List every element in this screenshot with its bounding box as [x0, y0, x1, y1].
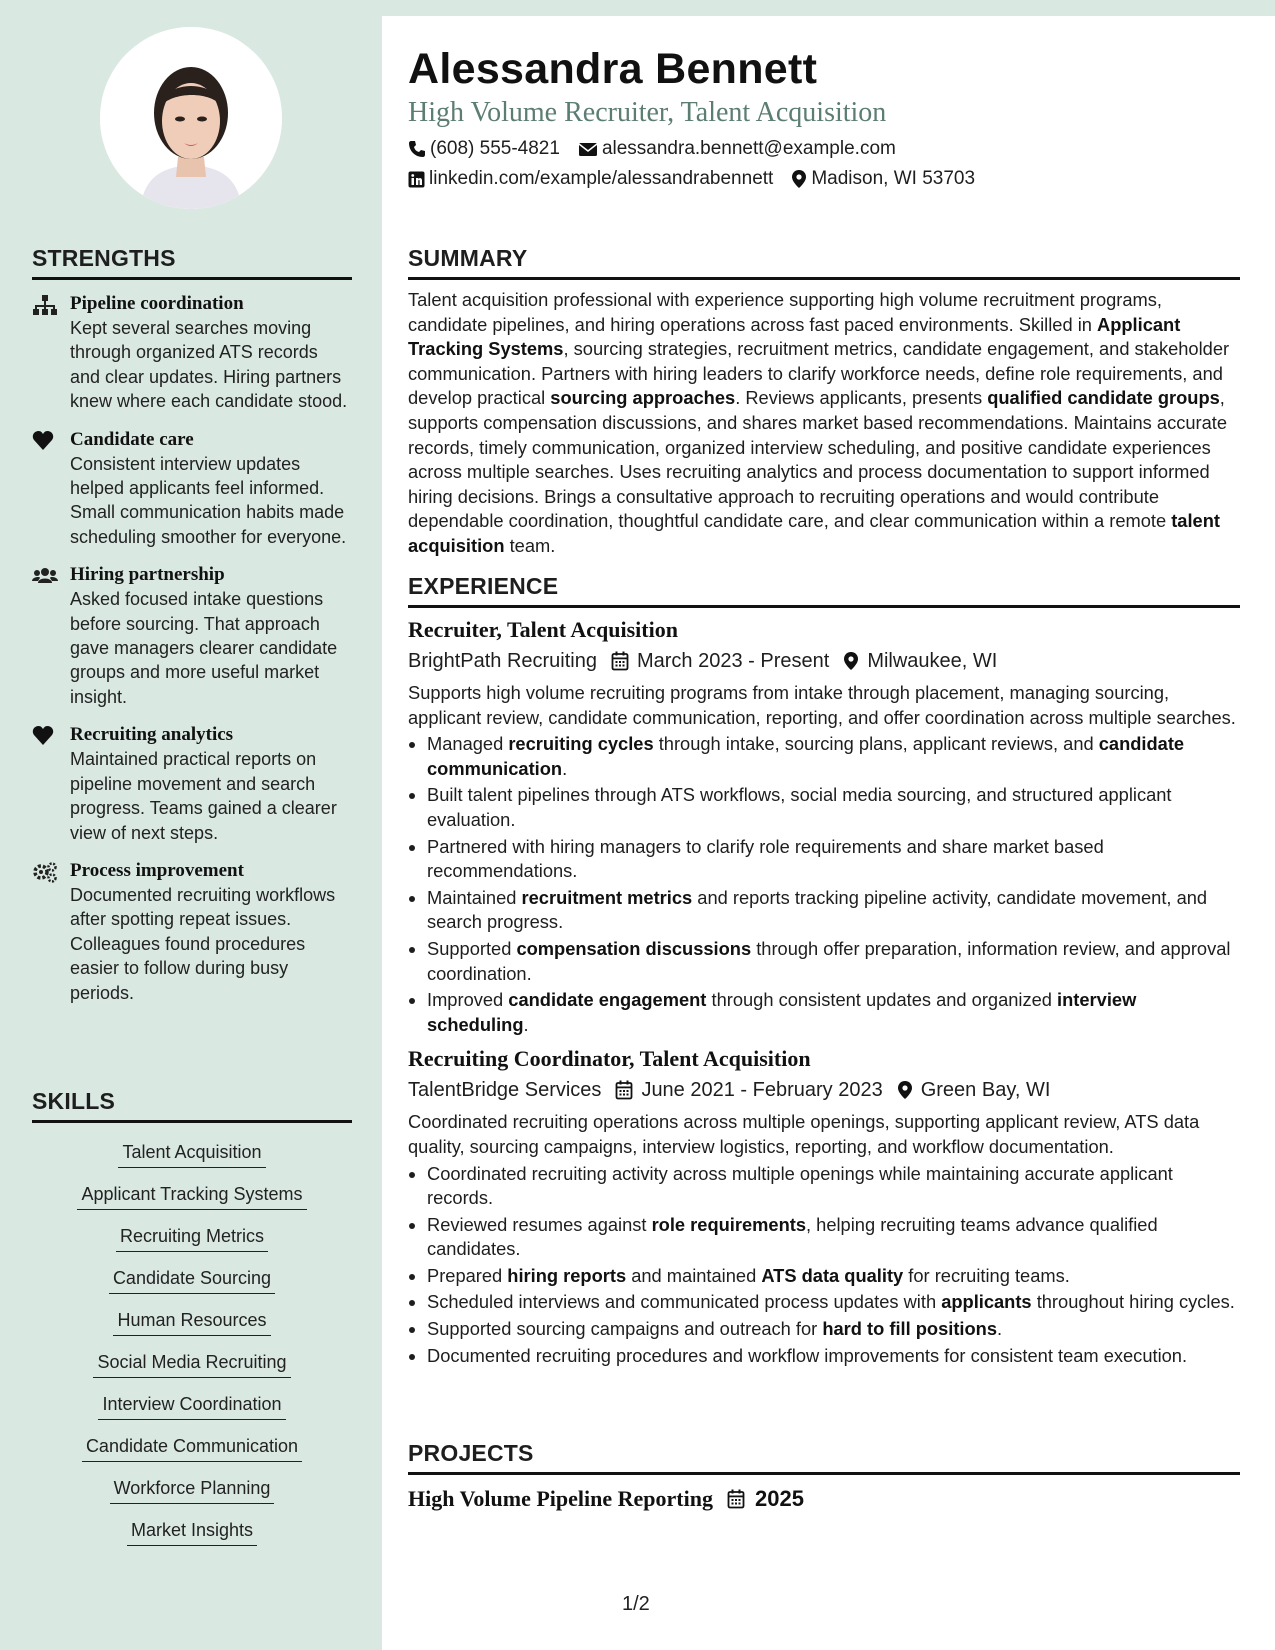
- skill-item: Human Resources: [113, 1308, 270, 1336]
- bullet-text-bold: interview scheduling: [427, 989, 1137, 1035]
- skill-item: Social Media Recruiting: [93, 1350, 290, 1378]
- bullet-text: , helping recruiting teams advance qualified candidates.: [427, 1213, 1158, 1260]
- strength-item: [32, 428, 352, 550]
- job-title: Recruiting Coordinator, Talent Acquisition: [408, 1046, 811, 1072]
- skill-item: Market Insights: [127, 1518, 257, 1546]
- bullet-text-bold: recruiting cycles: [508, 733, 654, 755]
- bullet-text-bold: candidate engagement: [508, 989, 707, 1011]
- strength-description: Maintained practical reports on pipeline movement and search progress. Teams gained a clearer view of next steps.: [70, 749, 337, 843]
- skill-item: Candidate Communication: [82, 1434, 302, 1462]
- bullet-text: Prepared: [427, 1264, 508, 1286]
- bullet-item: [427, 835, 1240, 884]
- strength-item: [32, 723, 352, 845]
- job-dates: [615, 1076, 882, 1104]
- project-title: High Volume Pipeline Reporting: [408, 1486, 713, 1511]
- email-text[interactable]: alessandra.bennett@example.com: [601, 138, 896, 159]
- bullet-text: Managed: [427, 733, 509, 755]
- bullet-item: [427, 1317, 1240, 1342]
- strength-title: Pipeline coordination: [70, 293, 244, 314]
- bullet-text: .: [562, 757, 568, 779]
- job-dates-text: March 2023 - Present: [636, 650, 830, 672]
- strengths-section: [32, 245, 352, 1005]
- bullet-text: Partnered with hiring managers to clarify role requirements and share market based recommendations.: [427, 835, 1104, 882]
- job-dates-text: June 2021 - February 2023: [641, 1079, 883, 1102]
- bullet-text: and reports tracking pipeline activity, candidate movement, and search progress.: [427, 886, 1208, 933]
- job-meta: [408, 647, 1240, 675]
- map-pin-icon: [897, 1080, 913, 1100]
- bullet-text: Reviewed resumes against: [427, 1213, 652, 1235]
- job-entry: [408, 616, 1240, 1037]
- skills-heading: SKILLS: [32, 1088, 352, 1123]
- strengths-heading: STRENGTHS: [32, 245, 352, 280]
- bullet-text-bold: hiring reports: [507, 1264, 627, 1286]
- projects-section: [408, 1440, 1240, 1513]
- phone-icon: [408, 140, 426, 158]
- profile-photo: [100, 27, 282, 209]
- bullet-item: [427, 783, 1240, 832]
- candidate-name: Alessandra Bennett: [408, 45, 818, 93]
- summary-heading: SUMMARY: [408, 245, 1240, 280]
- phone-text: (608) 555-4821: [430, 138, 560, 159]
- envelope-icon: [578, 141, 598, 157]
- summary-part-bold: sourcing approaches: [550, 387, 736, 409]
- bullet-text: through consistent updates and organized: [706, 989, 1058, 1011]
- skill-item: Workforce Planning: [110, 1476, 275, 1504]
- bullet-text: Coordinated recruiting activity across multiple openings while maintaining accurate applicant records.: [427, 1162, 1173, 1209]
- bullet-text: through intake, sourcing plans, applicant reviews, and: [653, 733, 1099, 755]
- location-contact: [791, 166, 975, 192]
- summary-part-bold: qualified candidate groups: [987, 387, 1220, 409]
- summary-part: . Reviews applicants, presents: [735, 387, 988, 409]
- job-location-text: Green Bay, WI: [920, 1079, 1051, 1102]
- bullet-item: [427, 1213, 1240, 1262]
- strength-description: Kept several searches moving through organized ATS records and clear updates. Hiring partners knew where each candidate stood.: [70, 318, 348, 412]
- heart-icon: [32, 725, 58, 747]
- skills-section: [32, 1088, 352, 1551]
- bullet-text: and maintained: [626, 1264, 762, 1286]
- bullet-text-bold: compensation discussions: [516, 937, 752, 959]
- experience-heading: EXPERIENCE: [408, 573, 1240, 608]
- contact-row: [408, 166, 1238, 192]
- bullet-text: through offer preparation, information review, and approval coordination.: [427, 937, 1231, 984]
- skill-item: Recruiting Metrics: [116, 1224, 268, 1252]
- page-number: 1/2: [622, 1593, 650, 1615]
- bullet-text-bold: ATS data quality: [761, 1264, 904, 1286]
- phone-contact: [408, 136, 560, 162]
- skill-item: Applicant Tracking Systems: [77, 1182, 306, 1210]
- bullet-item: [427, 1344, 1240, 1369]
- summary-part: , supports compensation discussions, and shares market based recommendations. Maintains accurate records, timely communication, organized interview scheduling, and positive candidate experiences across multiple searches. Uses recruiting analytics and process documentation to support informed hiring decisions. Brings a consultative approach to recruiting operations and would contribute dependable coordination, thoughtful candidate care, and clear communication within a remote: [408, 387, 1228, 532]
- strength-item: [32, 292, 352, 414]
- job-entry: [408, 1045, 1240, 1368]
- summary-part: Talent acquisition professional with experience supporting high volume recruitment programs, candidate pipelines, and hiring operations across fast paced environments. Skilled in: [408, 289, 1162, 335]
- users-icon: [32, 565, 58, 587]
- gears-icon: [32, 861, 58, 883]
- job-description: Supports high volume recruiting programs from intake through placement, managing sourcing, applicant review, candidate communication, reporting, and offer coordination across multiple searches.: [408, 682, 1236, 728]
- bullet-text-bold: hard to fill positions: [822, 1318, 998, 1340]
- bullet-text-bold: recruitment metrics: [521, 886, 693, 908]
- linkedin-contact[interactable]: [408, 166, 773, 192]
- job-bullets: [408, 732, 1240, 1037]
- experience-section: [408, 573, 1240, 1370]
- bullet-text: Scheduled interviews and communicated process updates with: [427, 1291, 942, 1313]
- summary-part: , sourcing strategies, recruitment metrics, candidate engagement, and stakeholder communication. Partners with hiring leaders to clarify workforce needs, define role requirements, and develop practical: [408, 338, 1230, 409]
- job-company: BrightPath Recruiting: [408, 650, 597, 672]
- bullet-text-bold: applicants: [941, 1291, 1032, 1313]
- bullet-text: Supported sourcing campaigns and outreach for: [427, 1318, 823, 1340]
- bullet-text: throughout hiring cycles.: [1031, 1291, 1235, 1313]
- strength-title: Hiring partnership: [70, 564, 225, 586]
- calendar-icon: [615, 1080, 633, 1100]
- summary-part-bold: Applicant Tracking Systems: [408, 313, 1181, 360]
- summary-section: [408, 245, 1240, 559]
- bullet-text: Documented recruiting procedures and workflow improvements for consistent team execution.: [427, 1344, 1188, 1366]
- bullet-text: .: [523, 1013, 529, 1035]
- skill-item: Interview Coordination: [98, 1392, 285, 1420]
- skills-list: [32, 1131, 352, 1551]
- bullet-text-bold: candidate communication: [427, 733, 1185, 779]
- bullet-item: [427, 988, 1240, 1037]
- strength-title: Candidate care: [70, 428, 194, 450]
- summary-part-bold: talent acquisition: [408, 510, 1220, 556]
- candidate-title: High Volume Recruiter, Talent Acquisition: [408, 97, 887, 128]
- linkedin-text[interactable]: linkedin.com/example/alessandrabennett: [429, 168, 774, 189]
- strength-description: Documented recruiting workflows after spotting repeat issues. Colleagues found procedures easier to follow during busy periods.: [70, 884, 336, 1003]
- bullet-text: Improved: [427, 989, 509, 1011]
- bullet-text-bold: role requirements: [651, 1213, 806, 1235]
- job-bullets: [408, 1162, 1240, 1369]
- job-dates: [611, 647, 829, 675]
- projects-heading: PROJECTS: [408, 1440, 1240, 1475]
- linkedin-icon: [408, 171, 425, 188]
- bullet-item: [427, 1290, 1240, 1315]
- summary-part: team.: [504, 534, 556, 556]
- map-pin-icon: [843, 651, 859, 671]
- project-entry: [408, 1485, 1240, 1513]
- job-location: [897, 1076, 1051, 1104]
- bullet-item: [427, 1264, 1240, 1289]
- bullet-text: Maintained: [427, 886, 522, 908]
- job-description: Coordinated recruiting operations across multiple openings, supporting applicant review, ATS data quality, sourcing campaigns, interview logistics, reporting, and workflow documentation.: [408, 1111, 1200, 1157]
- heart-icon: [32, 430, 58, 452]
- resume-header: [408, 40, 1238, 192]
- bullet-item: [427, 886, 1240, 935]
- strength-description: Consistent interview updates helped applicants feel informed. Small communication habits made scheduling smoother for everyone.: [70, 453, 347, 547]
- bullet-text: Supported: [427, 937, 517, 959]
- org-chart-icon: [32, 294, 58, 316]
- project-year: 2025: [754, 1486, 804, 1511]
- map-pin-icon: [791, 169, 807, 189]
- location-text: Madison, WI 53703: [811, 168, 976, 189]
- skill-item: Candidate Sourcing: [109, 1266, 275, 1294]
- calendar-icon: [727, 1489, 745, 1509]
- job-company: TalentBridge Services: [408, 1079, 602, 1102]
- bullet-text: .: [997, 1318, 1003, 1340]
- strength-title: Recruiting analytics: [70, 724, 234, 746]
- calendar-icon: [611, 651, 629, 671]
- job-location: [843, 647, 997, 675]
- job-location-text: Milwaukee, WI: [867, 650, 998, 672]
- email-contact[interactable]: [578, 136, 896, 162]
- strength-title: Process improvement: [70, 859, 244, 881]
- bullet-text: Built talent pipelines through ATS workflows, social media sourcing, and structured applicant evaluation.: [427, 784, 1172, 830]
- bullet-item: [427, 1162, 1240, 1211]
- strength-description: Asked focused intake questions before sourcing. That approach gave managers clearer candidate groups and more useful market insight.: [70, 589, 338, 707]
- bullet-item: [427, 937, 1240, 986]
- contact-row: [408, 136, 1238, 162]
- job-meta: [408, 1076, 1240, 1104]
- strength-item: [32, 563, 352, 709]
- summary-text: [408, 288, 1240, 559]
- bullet-text: for recruiting teams.: [903, 1264, 1070, 1286]
- bullet-item: [427, 732, 1240, 781]
- strength-item: [32, 859, 352, 1005]
- job-title: Recruiter, Talent Acquisition: [408, 617, 678, 642]
- skill-item: Talent Acquisition: [118, 1140, 265, 1168]
